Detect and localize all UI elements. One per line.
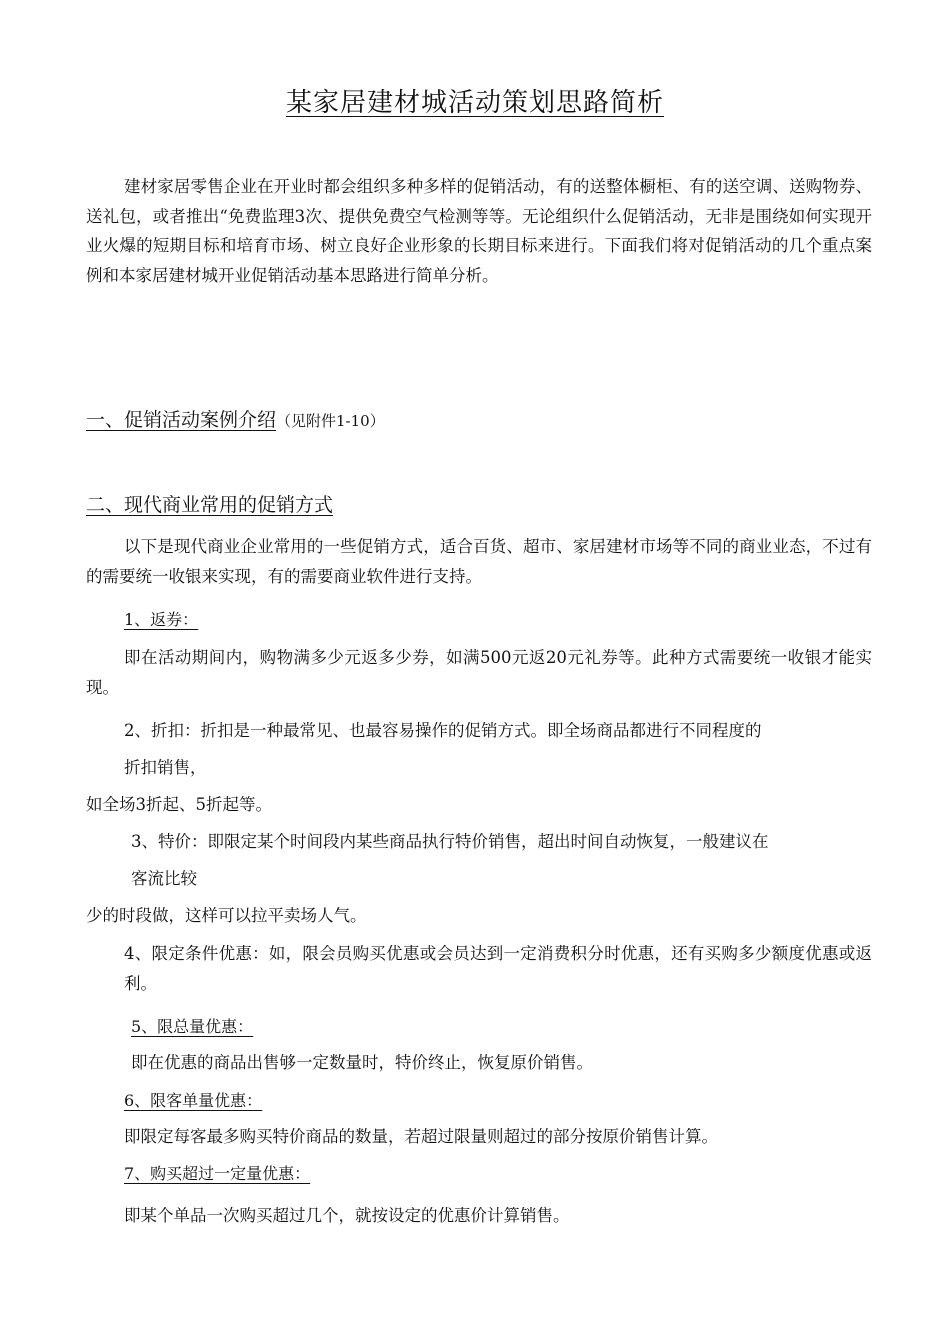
section1-heading bbox=[86, 406, 385, 435]
section1-note: （见附件1-10） bbox=[276, 412, 385, 430]
section2-intro: 以下是现代商业企业常用的一些促销方式，适合百货、超市、家居建材市场等不同的商业业态，不过有的需要统一收银来实现，有的需要商业软件进行支持。 bbox=[86, 537, 872, 586]
item3-line3: 少的时段做，这样可以拉平卖场人气。 bbox=[86, 906, 367, 925]
item5-text: 即在优惠的商品出售够一定数量时，特价终止，恢复原价销售。 bbox=[131, 1053, 593, 1072]
section1-heading-text: 一、促销活动案例介绍 bbox=[86, 409, 277, 431]
document-title bbox=[0, 85, 950, 121]
item3-line1: 3、特价：即限定某个时间段内某些商品执行特价销售，超出时间自动恢复，一般建议在 bbox=[131, 832, 769, 851]
section2-heading-text: 二、现代商业常用的促销方式 bbox=[86, 494, 334, 516]
item2-line3: 如全场3折起、5折起等。 bbox=[86, 795, 272, 814]
item1-label: 1、返券： bbox=[124, 610, 199, 629]
item4-text: 4、限定条件优惠：如，限会员购买优惠或会员达到一定消费积分时优惠，还有买购多少额度优惠或返利。 bbox=[124, 944, 872, 993]
item7-text: 即某个单品一次购买超过几个，就按设定的优惠价计算销售。 bbox=[124, 1206, 570, 1225]
item3-line2: 客流比较 bbox=[131, 869, 197, 888]
item5-label: 5、限总量优惠： bbox=[131, 1017, 254, 1036]
intro-paragraph: 建材家居零售企业在开业时都会组织多种多样的促销活动，有的送整体橱柜、有的送空调、送购物券、送礼包，或者推出“免费监理3次、提供免费空气检测等等。无论组织什么促销活动，无非是围绕如何实现开业火爆的短期目标和培育市场、树立良好企业形象的长期目标来进行。下面我们将对促销活动的几个重点案例和本家居建材城开业促销活动基本思路进行简单分析。 bbox=[86, 177, 872, 285]
item1-text: 即在活动期间内，购物满多少元返多少券，如满500元返20元礼券等。此种方式需要统一收银才能实现。 bbox=[86, 648, 872, 697]
item2-line1: 2、折扣：折扣是一种最常见、也最容易操作的促销方式。即全场商品都进行不同程度的 bbox=[124, 721, 762, 740]
item6-text: 即限定每客最多购买特价商品的数量，若超过限量则超过的部分按原价销售计算。 bbox=[124, 1127, 718, 1146]
item2-line2: 折扣销售， bbox=[124, 758, 207, 777]
item6-label: 6、限客单量优惠： bbox=[124, 1091, 263, 1110]
document-title-text: 某家居建材城活动策划思路简析 bbox=[285, 88, 664, 118]
section2-heading bbox=[86, 491, 333, 519]
item7-label: 7、购买超过一定量优惠： bbox=[124, 1164, 311, 1183]
